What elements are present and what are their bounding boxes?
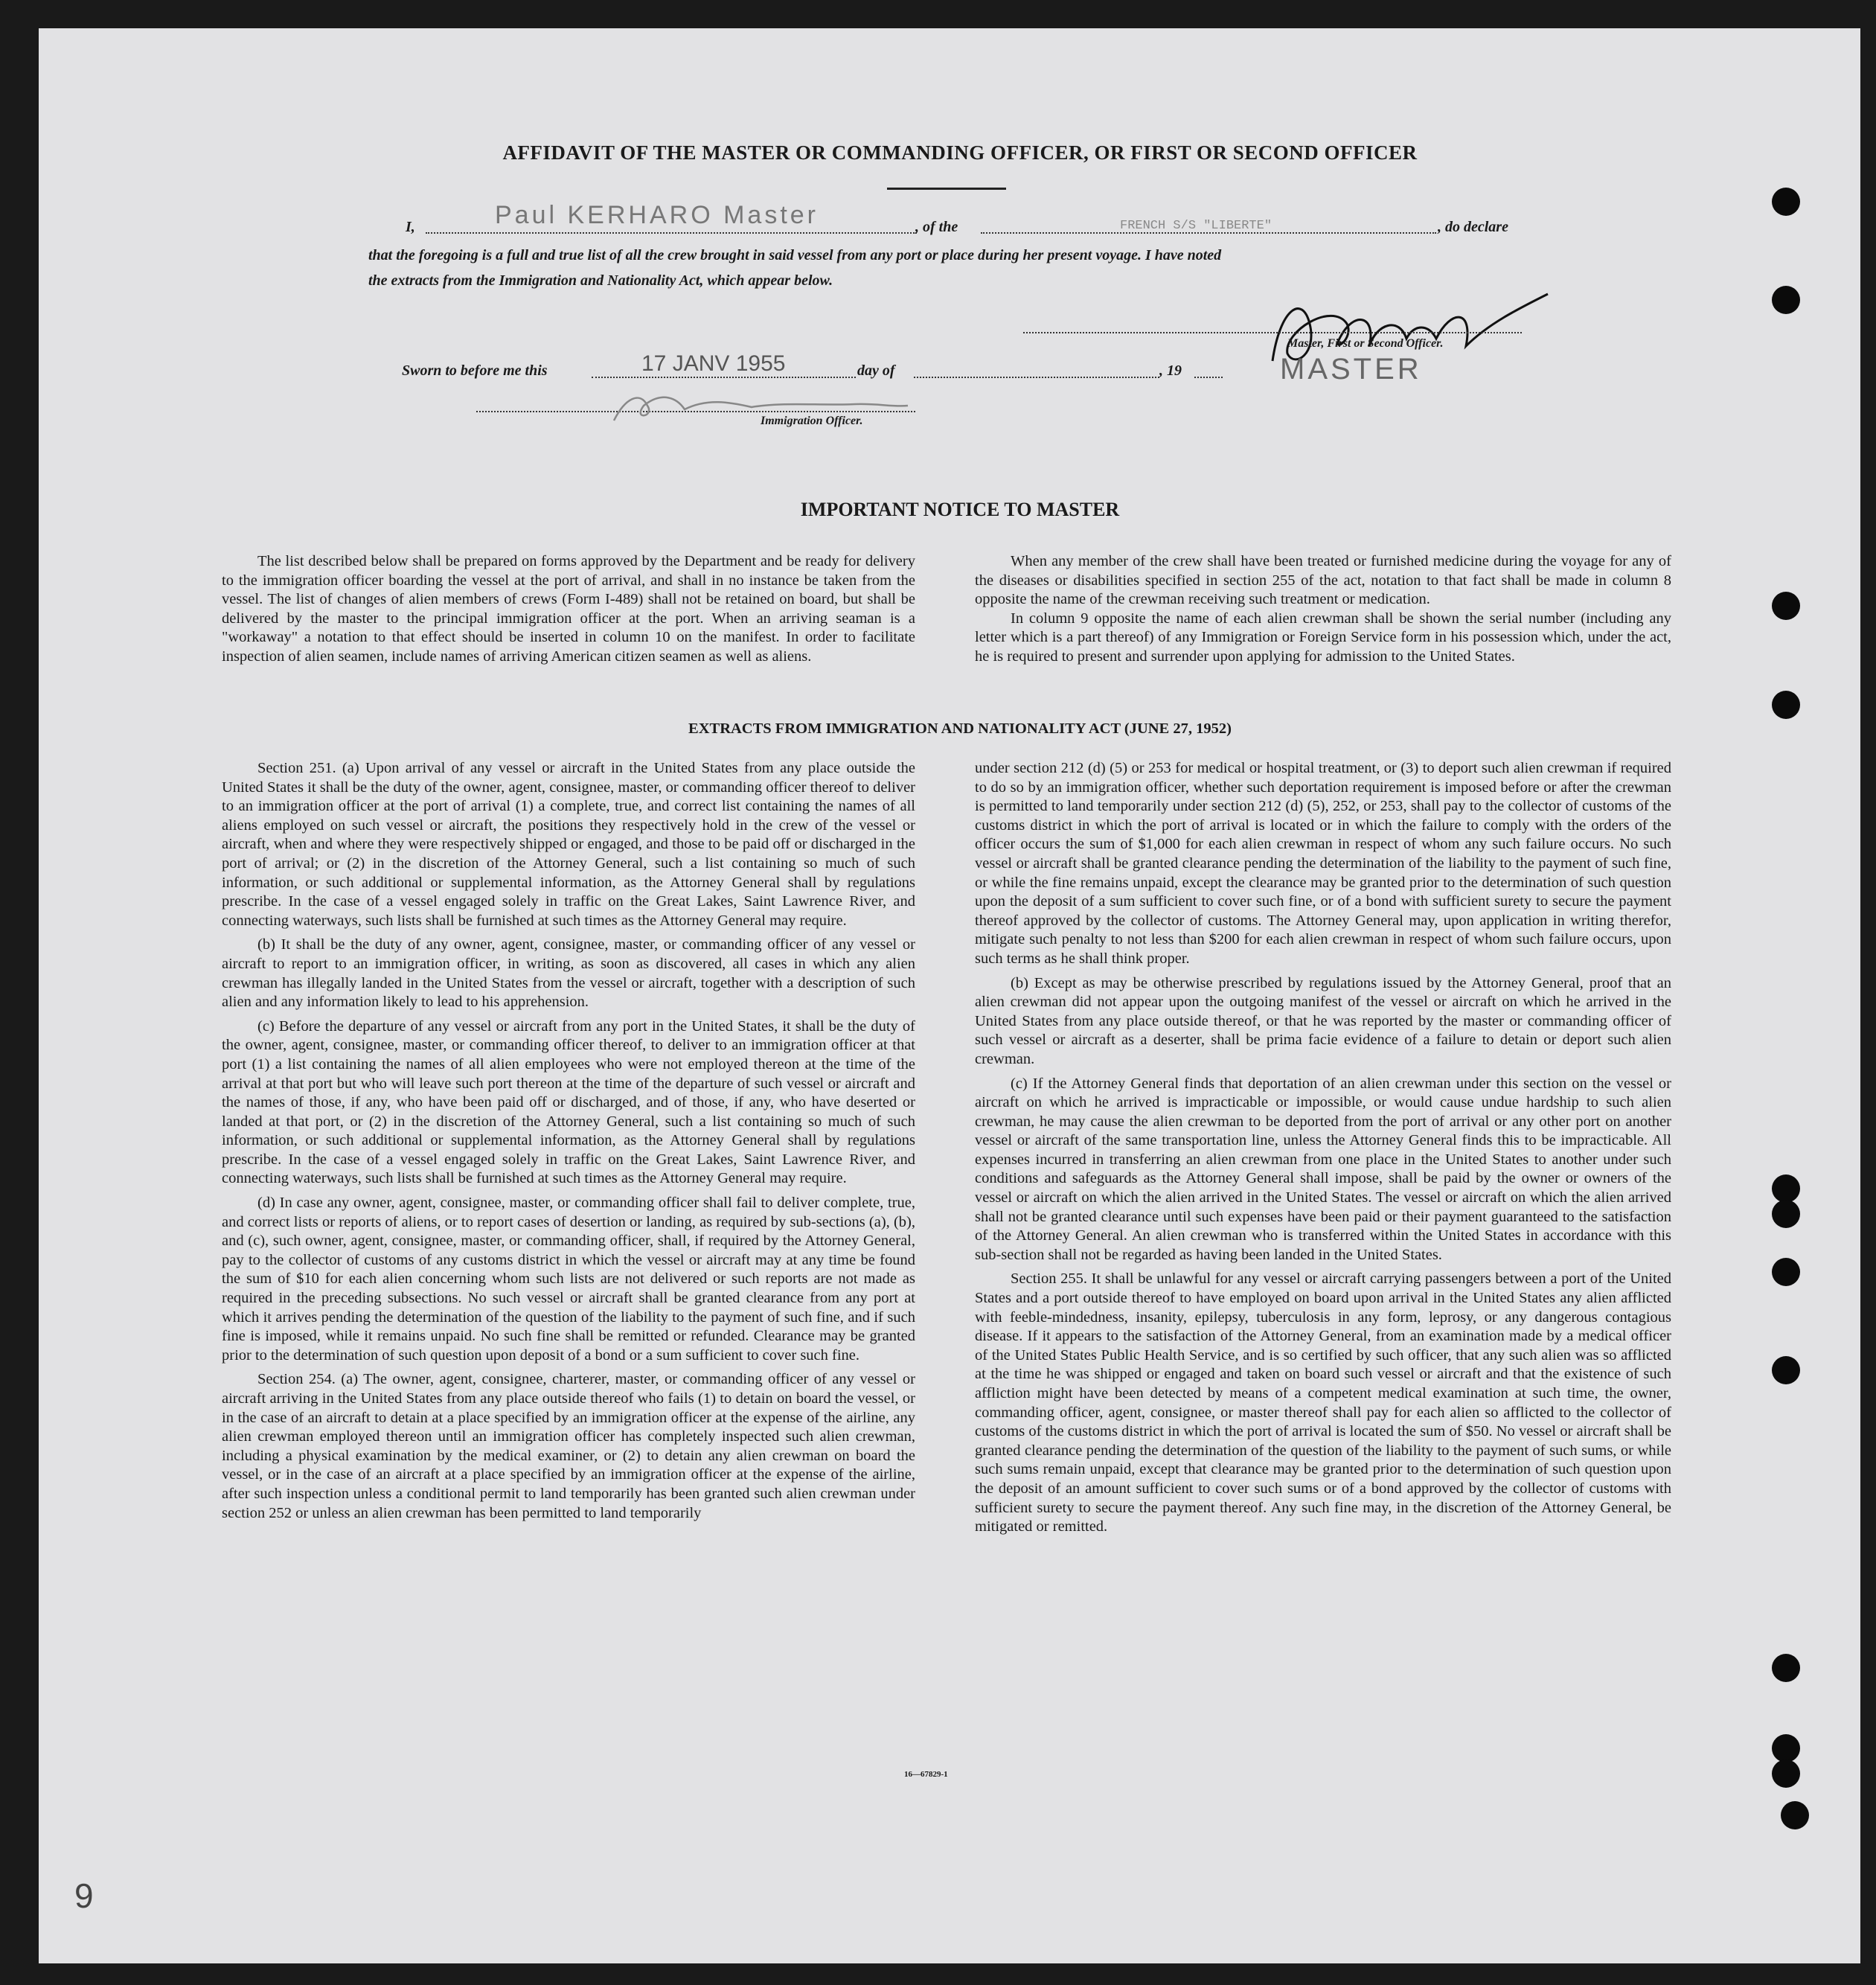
affidavit-body-line1: that the foregoing is a full and true list of all the crew brought in said vessel from any port or place during her present voyage. I have noted — [368, 247, 1222, 263]
binder-hole — [1772, 1654, 1800, 1682]
of-the-label: , of the — [915, 219, 958, 235]
extracts-right-column — [975, 759, 1671, 1542]
notice-paragraph: The list described below shall be prepared on forms approved by the Department and be ready for delivery to the immigration officer boarding the vessel at the port of arrival, and shall in no instance be taken from the vessel. The list of changes of alien members of crews (Form I-489) shall not be retained on board, but shall be delivered by the master to the principal immigration officer at the port. When an arriving seaman is a "workaway" a notation to that effect should be inserted in column 10 on the manifest. In order to facilitate inspection of alien seamen, include names of arriving American citizen seamen as well as aliens. — [222, 553, 915, 665]
section-paragraph: (c) If the Attorney General finds that deportation of an alien crewman under this section on the vessel or aircraft on which he arrived is impracticable or impossible, or would cause undue hardship to such alien crewman, he may cause the alien crewman to be deported from the port of arrival or any other port on another vessel or aircraft of the same transportation line, unless the Attorney General finds this to be impracticable. All expenses incurred in transferring an alien crewman from one place in the United States to another under such conditions and safeguards as the Attorney General shall impose, shall be paid by the owner or owners of the vessel or aircraft on which the alien arrived in the United States. The vessel or aircraft on which the alien arrived shall not be granted clearance until such expenses have been paid or their payment guaranteed to the satisfaction of the Attorney General. An alien crewman who is transferred within the United States in accordance with this sub-section shall not be regarded as having been landed in the United States. — [975, 1075, 1671, 1263]
section-paragraph: (d) In case any owner, agent, consignee, master, or commanding officer shall fail to deliver complete, true, and correct lists or reports of aliens, or to report cases of desertion or landing, as required by sub-sections (a), (b), and (c), such owner, agent, consignee, master, or commanding officer, shall, if required by the Attorney General, pay to the collector of customs of any customs district in which the vessel or aircraft may at any time be found the sum of $10 for each alien concerning whom such lists are not delivered or such reports are not made as required in the preceding subsections. No such vessel or aircraft shall be granted clearance from any port at which it arrives pending the determination of the question of the liability to the payment of such fine, and if such fine is imposed, while it remains unpaid. No such fine shall be remitted or refunded. Clearance may be granted prior to the determination of such question upon deposit of a bond or a sum sufficient to cover such fine. — [222, 1195, 915, 1364]
binder-hole — [1772, 1200, 1800, 1228]
binder-hole — [1781, 1801, 1809, 1829]
month-line — [914, 377, 1159, 378]
affidavit-title: AFFIDAVIT OF THE MASTER OR COMMANDING OFFICER, OR FIRST OR SECOND OFFICER — [502, 141, 1418, 164]
binder-hole — [1772, 1734, 1800, 1762]
notice-title: IMPORTANT NOTICE TO MASTER — [800, 499, 1120, 520]
master-name-field: Paul KERHARO Master — [495, 201, 819, 229]
officer-caption: Immigration Officer. — [761, 415, 863, 427]
binder-hole — [1772, 1759, 1800, 1788]
section-paragraph: (b) It shall be the duty of any owner, agent, consignee, master, or commanding officer of any vessel or aircraft to report to an immigration officer, in writing, as soon as discovered, all cases in which any alien crewman has illegally landed in the United States from the vessel or aircraft, together with a description of such alien and any information likely to lead to his apprehension. — [222, 936, 915, 1011]
notice-paragraph: In column 9 opposite the name of each alien crewman shall be shown the serial number (including any letter which is a part thereof) of any Immigration or Foreign Service form in his possession which, under the act, he is required to present and surrender upon applying for admission to the United States. — [975, 610, 1671, 665]
year-line — [1194, 377, 1223, 378]
sworn-date-stamp: 17 JANV 1955 — [641, 351, 786, 376]
section-paragraph: (c) Before the departure of any vessel or aircraft from any port in the United States, it shall be the duty of the owner, agent, consignee, master, or commanding officer thereof, to deliver to an immigration officer at that port (1) a list containing the names of all alien employees who were not employed thereon at the time of the arrival at that port but who will leave such port thereon at the time of the departure of such vessel or aircraft and the names of those, if any, who have been paid off or discharged, and of those, if any, who have deserted or landed at that port, or (2) in the discretion of the Attorney General, such a list containing so much of such information, or such additional or supplemental information, as the Attorney General shall by regulations prescribe. In the case of a vessel engaged solely in traffic on the Great Lakes, Saint Lawrence River, and connecting waterways, such lists shall be furnished at such times as the Attorney General may require. — [222, 1017, 915, 1187]
sworn-date-line — [592, 377, 856, 378]
section-paragraph: Section 255. It shall be unlawful for any vessel or aircraft carrying passengers between a port of the United States and a port outside thereof to have employed on board upon arrival in the United States any alien afflicted with feeble-mindedness, insanity, epilepsy, tuberculosis in any form, leprosy, or any dangerous contagious disease. If it appears to the satisfaction of the Attorney General, from an examination made by a medical officer of the United States Public Health Service, and is so certified by such officer, that any such alien was so afflicted at the time he was shipped or engaged and taken on board such vessel or aircraft and that the existence of such affliction might have been detected by means of a competent medical examination at such time, the owner, commanding officer, agent, consignee, or master thereof shall pay for each alien so afflicted to the collector of customs of the customs district in which the port of arrival is located the sum of $50. No vessel or aircraft shall be granted clearance pending the determination of the question of the liability to the payment of such sums, or while such sums remain unpaid, except that clearance may be granted prior to the determination of such question upon the deposit of an amount sufficient to cover such sums or of a bond approved by the collector of customs with sufficient surety to secure the payment thereof. Any such fine may, in the discretion of the Attorney General, be mitigated or remitted. — [975, 1270, 1671, 1535]
binder-hole — [1772, 1174, 1800, 1203]
sworn-label: Sworn to before me this — [402, 362, 548, 379]
year-label: , 19 — [1159, 362, 1182, 379]
i-label: I, — [406, 219, 415, 235]
corner-mark: 9 — [74, 1876, 94, 1915]
binder-hole — [1772, 188, 1800, 216]
form-number: 16—67829-1 — [904, 1770, 948, 1779]
affidavit-body-line2: the extracts from the Immigration and Nationality Act, which appear below. — [368, 272, 833, 289]
binder-hole — [1772, 592, 1800, 620]
master-stamp: MASTER — [1280, 353, 1422, 386]
extracts-title: EXTRACTS FROM IMMIGRATION AND NATIONALITY ACT (JUNE 27, 1952) — [688, 720, 1232, 737]
section-paragraph: Section 254. (a) The owner, agent, consignee, charterer, master, or commanding officer of any vessel or aircraft arriving in the United States from any place outside thereof who fails (1) to detain on board the vessel, or in the case of an aircraft to detain at a place specified by an immigration officer at the expense of the airline, any alien crewman employed thereon until an immigration officer has completely inspected such alien crewman, including a physical examination by the medical examiner, or (2) to detain any alien crewman on board the vessel, or in the case of an aircraft at a place specified by an immigration officer at the expense of the airline, after such inspection unless a conditional permit to land temporarily has been granted such alien crewman under section 252 or unless an alien crewman has been permitted to land temporarily — [222, 1371, 915, 1521]
day-of-label: day of — [857, 362, 895, 379]
binder-hole — [1772, 1258, 1800, 1286]
name-line — [426, 232, 917, 234]
notice-left-column — [222, 552, 915, 672]
section-paragraph: under section 212 (d) (5) or 253 for medical or hospital treatment, or (3) to deport such alien crewman if required to do so by an immigration officer, whether such deportation requirement is imposed before or after the crewman is permitted to land temporarily under section 212 (d) (5), 252, or 253, shall pay to the collector of customs of the customs district in which the port of arrival is located or in which the failure to comply with the orders of the officer occurs the sum of $1,000 for each alien crewman in respect of whom any such failure occurs. No such vessel or aircraft shall be granted clearance pending the determination of the liability to the payment of such fine, or while the fine remains unpaid, except the clearance may be granted prior to the determination of such question upon the deposit of a sum sufficient to cover such fine, or of a bond with sufficient surety to secure the payment thereof approved by the collector of customs. The Attorney General may, upon application in writing therefor, mitigate such penalty to not less than $200 for each alien crewman in respect of whom such failure occurs, upon such terms as he shall think proper. — [975, 760, 1671, 967]
declare-label: , do declare — [1438, 219, 1508, 235]
binder-hole — [1772, 691, 1800, 719]
extracts-left-column — [222, 759, 915, 1528]
section-paragraph: Section 251. (a) Upon arrival of any vessel or aircraft in the United States from any place outside the United States it shall be the duty of the owner, agent, consignee, master, or commanding officer thereof to deliver to an immigration officer at the port of arrival (1) a complete, true, and correct list containing the names of all aliens employed on such vessel or aircraft, the positions they respectively hold in the crew of the vessel or aircraft, when and where they were respectively shipped or engaged, and those to be paid off or discharged in the port of arrival; or (2) in the discretion of the Attorney General, such a list containing so much of such information, or such additional or supplemental information, as the Attorney General shall by regulations prescribe. In the case of a vessel engaged solely in traffic on the Great Lakes, Saint Lawrence River, and connecting waterways, such lists shall be furnished at such times as the Attorney General may require. — [222, 760, 915, 929]
binder-hole — [1772, 286, 1800, 314]
title-rule — [887, 188, 1006, 190]
notice-right-column — [975, 552, 1671, 672]
vessel-name-field: FRENCH S/S "LIBERTE" — [1120, 219, 1272, 233]
binder-hole — [1772, 1356, 1800, 1384]
signature-line — [1023, 332, 1522, 333]
signature-caption: Master, First or Second Officer. — [1287, 337, 1444, 350]
notice-paragraph: When any member of the crew shall have been treated or furnished medicine during the voyage for any of the diseases or disabilities specified in section 255 of the act, notation to that fact shall be made in column 8 opposite the name of the crewman receiving such treatment or medication. — [975, 553, 1671, 608]
section-paragraph: (b) Except as may be otherwise prescribed by regulations issued by the Attorney General, proof that an alien crewman did not appear upon the outgoing manifest of the vessel or aircraft on which he arrived in the United States from any place outside thereof, or that he was reported by the master or commanding officer of such vessel or aircraft as a deserter, shall be prima facie evidence of a failure to detain or deport such alien crewman. — [975, 974, 1671, 1067]
